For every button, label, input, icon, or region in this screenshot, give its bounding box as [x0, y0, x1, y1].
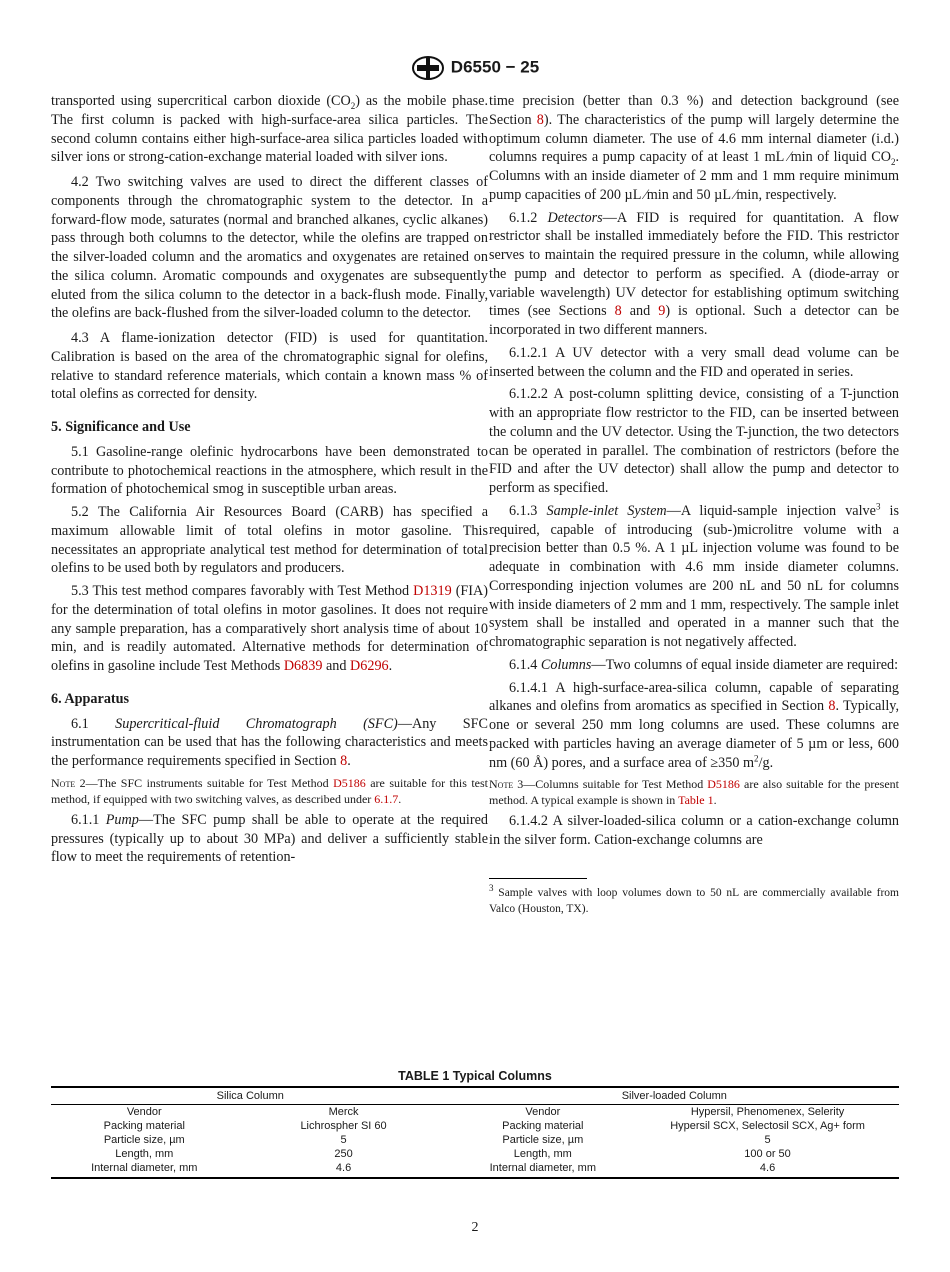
typical-columns-table	[51, 1086, 899, 1179]
left-column	[51, 92, 488, 871]
table-cell: 4.6	[636, 1161, 899, 1178]
page-number: 2	[471, 1220, 479, 1235]
link-d6296[interactable]: D6296	[350, 658, 389, 674]
paragraph-6-1-1-cont: time precision (better than 0.3 %) and detection background (see Section 8). The characteristics of the pump will largely determine the optimum column diameter. The use of 4.6 mm internal diameter (i.d.) columns requires a pump capacity of at least 1 mL ⁄min of liquid $CO_2$. Columns with an inside diameter of 2 mm and 1 mm require minimum pump capacities of 200 µL ⁄min and 50 µL ⁄min, respectively.	[489, 93, 899, 203]
table-cell: 100 or 50	[744, 1148, 791, 1160]
table-cell: Internal diameter, mm	[51, 1161, 238, 1178]
table-cell: 5	[340, 1134, 347, 1146]
paragraph-4-1-cont: transported using supercritical carbon dioxide $(CO_2)$ as the mobile phase. The first column is packed with high-surface-area silica particles. The second column contains either high-surface-area silica particles loaded with silver ions or strong-cation-exchange material loaded with silver ions.	[51, 93, 488, 166]
footnote-3: $^3$ Sample valves with loop volumes down to 50 nL are commercially available from Valco (Houston, TX).	[489, 882, 899, 915]
table-row	[51, 1133, 899, 1147]
paragraph-5-1: 5.1 Gasoline-range olefinic hydrocarbons have been demonstrated to contribute to photochemical reactions in the atmosphere, which result in the formation of photochemical smog in susceptible urban areas.	[51, 443, 488, 498]
table-cell: 5	[764, 1134, 771, 1146]
link-section-8[interactable]: 8	[536, 111, 544, 128]
paragraph-4-3: 4.3 A flame-ionization detector (FID) is used for quantitation. Calibration is based on the area of the chromatographic signal for olefins, relative to standard reference materials, which contain a known mass % of total olefins as corrected for density.	[51, 330, 488, 403]
table-cell: Hypersil, Phenomenex, Selerity	[690, 1106, 845, 1118]
paragraph-6-1-1: 6.1.1 Pump—The SFC pump shall be able to operate at the required pressures (typically up to about 30 MPa) and deliver a sufficiently stable flow to meet the requirements of retention-	[51, 811, 488, 866]
astm-logo-icon	[411, 56, 445, 80]
link-d5186[interactable]: D5186	[707, 777, 740, 792]
table-cell: Packing material	[502, 1120, 584, 1132]
link-d5186[interactable]: D5186	[333, 775, 366, 790]
footnote-ref-3[interactable]: 3	[875, 501, 881, 512]
table-caption: TABLE 1 Typical Columns	[398, 1069, 552, 1083]
group-header-silica: Silica Column	[51, 1087, 450, 1105]
page-header	[0, 56, 950, 80]
paragraph-6-1: 6.1 Supercritical-fluid Chromatograph (SFC)—Any SFC instrumentation can be used that has the following characteristics and meets the performance requirements specified in Section 8.	[51, 715, 489, 769]
paragraph-4-2: 4.2 Two switching valves are used to direct the different classes of components through the chromatographic system to the detector. In a forward-flow mode, saturates (normal and branched alkanes, cyclic alkanes) pass through both columns to the detector, while the olefins are trapped on the silver-loaded column and the aromatics and oxygenates are retained on the silica column. Aromatic compounds and oxygenates are subsequently eluted from the silica column to the detector in a back-flush mode. Finally, the olefins are back-flushed from the silver-loaded column to the detector.	[51, 174, 488, 322]
note-3: Note 3—Columns suitable for Test Method D5186 are also suitable for the present method. A typical example is shown in Table 1.	[489, 777, 899, 808]
paragraph-6-1-3: 6.1.3 Sample-inlet System—A liquid-sample injection valve$^3$ is required, capable of introducing (sub-)microlitre volume with a precision better than 0.5 %. A 1 µL injection volume was found to be adequate in combination with 4.6 mm inside diameter columns. Corresponding injection volumes are 200 nL and 50 nL for columns with inside diameters of 2 mm and 1 mm, respectively. The sample inlet system shall be installed and operated in a manner such that the chromatographic separation is not negatively affected.	[489, 501, 899, 650]
link-table-1[interactable]: Table 1	[678, 793, 714, 808]
paragraph-6-1-2-2: 6.1.2.2 A post-column splitting device, consisting of a T-junction with an appropriate flow restrictor to the FID, can be inserted between the column and the UV detector. Using the T-junction, the two detectors can be operated in parallel. The combination of restrictors (before the FID and after the UV detector) shall allow the pump and detector to perform as specified.	[489, 386, 899, 496]
table-row	[51, 1119, 899, 1133]
paragraph-6-1-4-2: 6.1.4.2 A silver-loaded-silica column or a cation-exchange column in the silver form. Cation-exchange columns are	[489, 813, 899, 848]
table-row	[51, 1105, 899, 1120]
table-cell: Particle size, µm	[103, 1134, 185, 1146]
paragraph-6-1-2-1: 6.1.2.1 A UV detector with a very small dead volume can be inserted between the column and the FID and operated in series.	[489, 344, 899, 380]
paragraph-6-1-4-1: 6.1.4.1 A high-surface-area-silica column, capable of separating alkanes and olefins from aromatics as specified in Section 8. Typically, one or several 250 mm long columns are used. These columns are packed with particles having an average diameter of 5 µm or less, 600 nm (60 Å) pores, and a surface area of ≥350 $m^2/g$.	[489, 679, 899, 771]
table-cell: 250	[334, 1148, 353, 1160]
paragraph-5-2: 5.2 The California Air Resources Board (CARB) has specified a maximum allowable limit of total olefins in motor gasoline. This necessitates an appropriate analytical test method for determination of total olefins to be used both by regulators and producers.	[51, 504, 488, 577]
table-cell: Internal diameter, mm	[450, 1161, 637, 1178]
link-section-8[interactable]: 8	[828, 698, 836, 715]
link-section-8[interactable]: 8	[614, 303, 622, 320]
table-row	[51, 1147, 899, 1161]
table-cell: Vendor	[525, 1106, 561, 1118]
footnote-divider	[489, 878, 587, 879]
link-section-8[interactable]: 8	[340, 753, 348, 769]
table-cell: Lichrospher SI 60	[300, 1120, 387, 1132]
group-header-silver: Silver-loaded Column	[450, 1087, 899, 1105]
paragraph-6-1-2: 6.1.2 Detectors—A FID is required for quantitation. A flow restrictor shall be installed immediately before the FID. This restrictor serves to maintain the required pressure in the column, while allowing the pump and detector to perform as specified. A (diode-array or variable wavelength) UV detector for establishing optimum switching times (see Sections 8 and 9) is optional. Such a detector can be incorporated in two different manners.	[489, 209, 900, 338]
link-6-1-7[interactable]: 6.1.7	[374, 791, 399, 806]
table-cell: Length, mm	[513, 1148, 572, 1160]
table-cell: Packing material	[103, 1120, 185, 1132]
table-cell: Particle size, µm	[502, 1134, 584, 1146]
link-d6839[interactable]: D6839	[283, 658, 323, 674]
paragraph-5-3: 5.3 This test method compares favorably with Test Method D1319 (FIA) for the determination of total olefins in motor gasolines. It does not require any sample preparation, has a comparatively short analysis time of about 10 min, and is readily automated. Alternative methods for determination of olefins in gasoline include Test Methods D6839 and D6296.	[51, 583, 488, 674]
table-1	[51, 1069, 899, 1179]
table-row	[51, 1161, 899, 1178]
table-cell: Hypersil SCX, Selectosil SCX, Ag+ form	[670, 1120, 865, 1132]
document-designation: D6550 − 25	[450, 57, 540, 77]
table-cell: 4.6	[238, 1161, 450, 1178]
note-2: Note 2—The SFC instruments suitable for Test Method D5186 are suitable for this test method, if equipped with two switching valves, as described under 6.1.7.	[51, 775, 488, 806]
paragraph-6-1-4: 6.1.4 Columns—Two columns of equal inside diameter are required:	[509, 656, 899, 673]
table-cell: Merck	[328, 1106, 359, 1118]
table-cell: Vendor	[126, 1106, 162, 1118]
link-section-9[interactable]: 9	[658, 303, 666, 320]
right-column	[489, 92, 899, 921]
link-d1319[interactable]: D1319	[413, 583, 452, 599]
section-5-heading: 5. Significance and Use	[51, 419, 191, 435]
table-cell: Length, mm	[115, 1148, 174, 1160]
section-6-heading: 6. Apparatus	[51, 690, 130, 707]
